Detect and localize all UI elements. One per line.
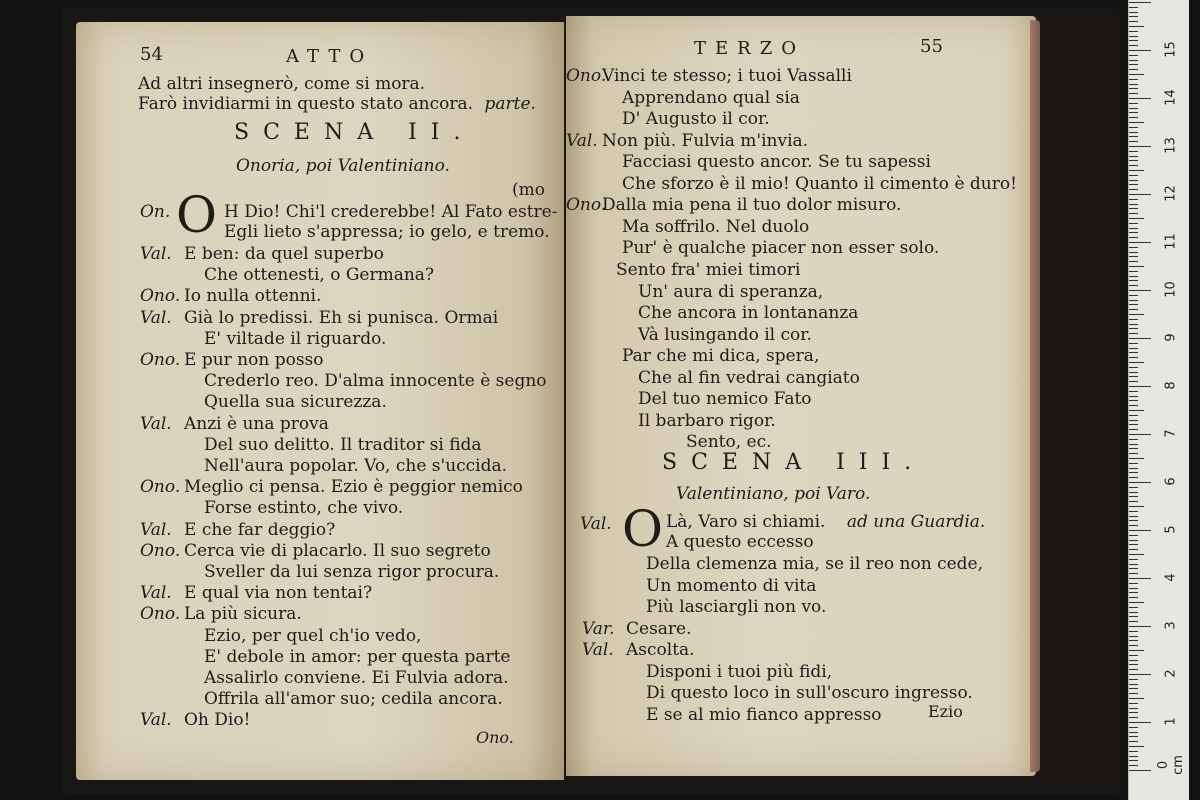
speaker-label xyxy=(140,520,180,540)
speaker-label xyxy=(140,350,188,370)
speaker-label xyxy=(140,286,188,306)
text-line: Sveller da lui senza rigor procura. xyxy=(204,562,500,582)
speaker-label xyxy=(140,583,180,603)
speaker: Ono. xyxy=(140,477,181,498)
ruler-tick xyxy=(1129,487,1138,488)
ruler-tick xyxy=(1129,621,1138,622)
ruler-tick xyxy=(1129,492,1138,493)
text-line: A questo eccesso xyxy=(666,532,814,552)
speaker: Ono. xyxy=(140,604,181,625)
ruler-tick xyxy=(1129,12,1138,13)
speaker: Val. xyxy=(140,244,172,264)
right-page xyxy=(566,16,1036,776)
ruler-tick xyxy=(1129,93,1138,94)
speaker-label xyxy=(140,541,188,561)
ruler-tick xyxy=(1129,2,1151,3)
ruler-number: 15 xyxy=(1163,41,1179,58)
text-line: La più sicura. xyxy=(184,604,302,625)
ruler-tick xyxy=(1129,612,1138,613)
ruler-tick xyxy=(1129,400,1138,401)
ruler-tick xyxy=(1129,208,1138,209)
ruler-tick xyxy=(1129,405,1138,406)
ruler-tick xyxy=(1129,45,1138,46)
speaker: Val. xyxy=(580,514,612,534)
ruler-tick xyxy=(1129,117,1138,118)
catchword-right: Ezio xyxy=(928,702,963,721)
ruler-tick xyxy=(1129,698,1144,699)
speaker: Ono. xyxy=(140,286,181,307)
ruler-tick xyxy=(1129,40,1138,41)
drop-cap: O xyxy=(176,186,217,244)
speaker: Ono. xyxy=(140,350,181,370)
ruler-tick xyxy=(1129,160,1138,161)
ruler-tick xyxy=(1129,88,1138,89)
ruler-tick xyxy=(1129,98,1151,99)
ruler-tick xyxy=(1129,468,1138,469)
ruler-tick xyxy=(1129,535,1138,536)
ruler-tick xyxy=(1129,295,1138,296)
aria-line: Sento fra' miei timori xyxy=(616,260,801,280)
ruler-number: 13 xyxy=(1163,137,1179,154)
speaker: Ono. xyxy=(140,540,181,561)
text-line: Facciasi questo ancor. Se tu sapessi xyxy=(622,152,931,172)
ruler-tick xyxy=(1129,415,1138,416)
text-line: E che far deggio? xyxy=(184,519,336,540)
ruler-tick xyxy=(1129,501,1138,502)
stage-direction: parte. xyxy=(484,94,536,114)
text-line: D' Augusto il cor. xyxy=(622,109,770,129)
ruler-tick xyxy=(1129,237,1138,238)
ruler-tick xyxy=(1129,712,1138,713)
ruler-tick xyxy=(1129,136,1138,137)
ruler-tick xyxy=(1129,578,1151,579)
ruler-tick xyxy=(1129,228,1138,229)
speaker: Val. xyxy=(140,519,172,540)
ruler-tick xyxy=(1129,511,1138,512)
ruler-tick xyxy=(1129,309,1138,310)
text-line: Ad altri insegnerò, come si mora. xyxy=(138,74,426,94)
text-line: Apprendano qual sia xyxy=(622,87,800,108)
ruler-number: 10 xyxy=(1163,281,1179,298)
ruler-tick xyxy=(1129,31,1138,32)
scene-title: SCENA III. xyxy=(662,450,926,475)
speaker: Val. xyxy=(140,710,172,731)
ruler-tick xyxy=(1129,530,1151,531)
ruler-tick xyxy=(1129,564,1138,565)
text-line: Cerca vie di placarlo. Il suo segreto xyxy=(184,540,491,561)
text-line: Della clemenza mia, se il reo non cede, xyxy=(646,554,984,574)
text-line: Non più. Fulvia m'invia. xyxy=(602,130,809,151)
speaker-label xyxy=(566,131,606,151)
ruler-tick xyxy=(1129,429,1138,430)
text-line: E' viltade il riguardo. xyxy=(204,328,387,349)
text-line: Cesare. xyxy=(626,618,692,639)
text-line: Crederlo reo. D'alma innocente è segno xyxy=(204,371,547,392)
ruler-tick xyxy=(1129,458,1144,459)
ruler-tick xyxy=(1129,199,1138,200)
speaker: Var. xyxy=(582,618,615,639)
aria-line: Sento, ec. xyxy=(686,432,772,452)
ruler-tick xyxy=(1129,597,1138,598)
ruler-tick xyxy=(1129,708,1138,709)
speaker: Ono. xyxy=(566,66,607,86)
ruler-tick xyxy=(1129,381,1138,382)
ruler-tick xyxy=(1129,583,1138,584)
ruler-tick xyxy=(1129,69,1138,70)
ruler-tick xyxy=(1129,520,1138,521)
ruler-tick xyxy=(1129,693,1138,694)
aria-line: Par che mi dica, spera, xyxy=(622,346,820,366)
ruler-tick xyxy=(1129,376,1138,377)
text-line: H Dio! Chi'l crederebbe! Al Fato estre- xyxy=(224,202,558,222)
ruler-tick xyxy=(1129,660,1138,661)
ruler-tick xyxy=(1129,717,1138,718)
ruler-tick xyxy=(1129,184,1138,185)
ruler-tick xyxy=(1129,55,1138,56)
ruler-tick xyxy=(1129,84,1138,85)
ruler-tick xyxy=(1129,348,1138,349)
running-head-right: TERZO xyxy=(694,38,805,59)
text-line: Del suo delitto. Il traditor si fida xyxy=(204,434,482,455)
ruler-tick xyxy=(1129,727,1138,728)
ruler-tick xyxy=(1129,540,1138,541)
ruler-number: 4 xyxy=(1163,573,1179,582)
ruler-tick xyxy=(1129,367,1138,368)
ruler-tick xyxy=(1129,607,1138,608)
ruler-tick xyxy=(1129,141,1138,142)
ruler-tick xyxy=(1129,300,1138,301)
ruler-number: 8 xyxy=(1163,381,1179,390)
ruler-tick xyxy=(1129,516,1138,517)
ruler-tick xyxy=(1129,631,1138,632)
ruler-tick xyxy=(1129,496,1138,497)
ruler-tick xyxy=(1129,463,1138,464)
text-line: Nell'aura popolar. Vo, che s'uccida. xyxy=(204,456,508,476)
ruler-tick xyxy=(1129,180,1138,181)
ruler-tick xyxy=(1129,170,1144,171)
aria-line: Del tuo nemico Fato xyxy=(638,389,812,409)
text-line-content: Là, Varo si chiami. xyxy=(666,512,826,532)
text-line: Ma soffrilo. Nel duolo xyxy=(622,216,810,237)
ruler-tick xyxy=(1129,276,1138,277)
text-line: Più lasciargli non vo. xyxy=(646,597,827,617)
ruler-tick xyxy=(1129,314,1144,315)
ruler-tick xyxy=(1129,472,1138,473)
speaker-label xyxy=(580,514,620,534)
ruler-tick xyxy=(1129,669,1138,670)
ruler-tick xyxy=(1129,626,1151,627)
text-line: Assalirlo conviene. Ei Fulvia adora. xyxy=(204,668,509,688)
ruler-tick xyxy=(1129,36,1138,37)
text-line: Quella sua sicurezza. xyxy=(204,392,387,413)
text-line: Offrila all'amor suo; cedila ancora. xyxy=(204,689,503,710)
text-line-fragment: (mo xyxy=(512,180,545,200)
ruler-tick xyxy=(1129,285,1138,286)
ruler-tick xyxy=(1129,741,1138,742)
speaker: Ono. xyxy=(566,195,607,215)
page-number-left: 54 xyxy=(140,44,163,65)
ruler-tick xyxy=(1129,343,1138,344)
ruler-tick xyxy=(1129,7,1138,8)
ruler-tick xyxy=(1129,588,1138,589)
text-line: Ezio, per quel ch'io vedo, xyxy=(204,625,422,646)
ruler-tick xyxy=(1129,722,1151,723)
drop-cap: O xyxy=(622,500,663,558)
scene-title: SCENA II. xyxy=(234,120,475,145)
ruler-tick xyxy=(1129,688,1138,689)
ruler-tick xyxy=(1129,338,1151,339)
ruler-tick xyxy=(1129,554,1144,555)
ruler-tick xyxy=(1129,544,1138,545)
aria-line: Và lusingando il cor. xyxy=(638,324,812,345)
ruler-tick xyxy=(1129,664,1138,665)
ruler-tick xyxy=(1129,756,1138,757)
ruler-tick xyxy=(1129,50,1151,51)
ruler-tick xyxy=(1129,640,1138,641)
ruler-tick xyxy=(1129,636,1138,637)
text-line: Dalla mia pena il tuo dolor misuro. xyxy=(602,195,902,215)
ruler-tick xyxy=(1129,194,1151,195)
text-line: Che ottenesti, o Germana? xyxy=(204,265,435,286)
ruler-tick xyxy=(1129,732,1138,733)
ruler-tick xyxy=(1129,439,1138,440)
ruler-tick xyxy=(1129,304,1138,305)
aria-line: Un' aura di speranza, xyxy=(638,281,824,302)
ruler-tick xyxy=(1129,252,1138,253)
text-line: Forse estinto, che vivo. xyxy=(204,498,404,519)
ruler-tick xyxy=(1129,328,1138,329)
ruler-tick xyxy=(1129,132,1138,133)
ruler-tick xyxy=(1129,434,1151,435)
ruler-tick xyxy=(1129,165,1138,166)
speaker: On. xyxy=(140,202,171,222)
speaker: Val. xyxy=(140,307,172,328)
ruler-tick xyxy=(1129,477,1138,478)
text-line: E ben: da quel superbo xyxy=(184,244,384,264)
ruler-tick xyxy=(1129,525,1138,526)
ruler-tick xyxy=(1129,362,1144,363)
text-line: Meglio ci pensa. Ezio è peggior nemico xyxy=(184,477,523,498)
ruler-number: 5 xyxy=(1163,525,1179,534)
page-edge xyxy=(1030,20,1040,772)
catchword-left: Ono. xyxy=(476,728,514,747)
ruler-tick xyxy=(1129,352,1138,353)
speaker-label xyxy=(140,477,188,497)
text-line: Ascolta. xyxy=(626,640,695,660)
text-line: Pur' è qualche piacer non esser solo. xyxy=(622,238,940,258)
ruler-tick xyxy=(1129,189,1138,190)
ruler-number: 0 cm xyxy=(1156,755,1186,775)
ruler-tick xyxy=(1129,770,1151,771)
ruler-tick xyxy=(1129,122,1144,123)
ruler-tick xyxy=(1129,703,1138,704)
aria-line: Il barbaro rigor. xyxy=(638,410,776,431)
text-line xyxy=(666,512,985,532)
ruler-tick xyxy=(1129,655,1138,656)
ruler-tick xyxy=(1129,26,1144,27)
ruler-tick xyxy=(1129,108,1138,109)
ruler-tick xyxy=(1129,16,1138,17)
ruler-number: 2 xyxy=(1163,669,1179,678)
text-line: E' debole in amor: per questa parte xyxy=(204,646,511,667)
aria-line: Che al fin vedrai cangiato xyxy=(638,367,860,388)
speaker-label xyxy=(582,640,622,660)
ruler-tick xyxy=(1129,204,1138,205)
text-line: Egli lieto s'appressa; io gelo, e tremo. xyxy=(224,222,550,242)
ruler-tick xyxy=(1129,568,1138,569)
ruler-tick xyxy=(1129,103,1138,104)
speaker-label xyxy=(140,604,188,624)
ruler-number: 7 xyxy=(1163,429,1179,438)
ruler-tick xyxy=(1129,444,1138,445)
speaker-label xyxy=(582,619,623,639)
scene-characters: Onoria, poi Valentiniano. xyxy=(236,156,450,176)
ruler-tick xyxy=(1129,559,1138,560)
ruler-tick xyxy=(1129,79,1138,80)
text-line xyxy=(138,94,536,114)
text-line: Anzi è una prova xyxy=(184,413,329,434)
ruler-number: 6 xyxy=(1163,477,1179,486)
measurement-ruler xyxy=(1128,0,1189,800)
ruler-tick xyxy=(1129,271,1138,272)
ruler-tick xyxy=(1129,746,1144,747)
ruler-tick xyxy=(1129,372,1138,373)
ruler-tick xyxy=(1129,684,1138,685)
ruler-tick xyxy=(1129,592,1138,593)
ruler-number: 11 xyxy=(1163,233,1179,250)
ruler-tick xyxy=(1129,650,1144,651)
speaker-label xyxy=(140,414,180,434)
text-line: Vinci te stesso; i tuoi Vassalli xyxy=(602,66,852,86)
ruler-number: 1 xyxy=(1163,717,1179,726)
ruler-tick xyxy=(1129,616,1138,617)
ruler-tick xyxy=(1129,760,1138,761)
ruler-tick xyxy=(1129,482,1151,483)
text-line: Già lo predissi. Eh si punisca. Ormai xyxy=(184,307,499,328)
ruler-number: 3 xyxy=(1163,621,1179,630)
ruler-tick xyxy=(1129,573,1138,574)
text-line: Un momento di vita xyxy=(646,575,817,596)
ruler-tick xyxy=(1129,751,1138,752)
ruler-tick xyxy=(1129,290,1151,291)
ruler-tick xyxy=(1129,218,1144,219)
ruler-tick xyxy=(1129,324,1138,325)
ruler-tick xyxy=(1129,256,1138,257)
speaker: Val. xyxy=(566,130,598,151)
ruler-tick xyxy=(1129,424,1138,425)
ruler-number: 12 xyxy=(1163,185,1179,202)
ruler-tick xyxy=(1129,396,1138,397)
ruler-tick xyxy=(1129,261,1138,262)
ruler-tick xyxy=(1129,420,1138,421)
ruler-tick xyxy=(1129,112,1138,113)
ruler-tick xyxy=(1129,242,1151,243)
text-line: Oh Dio! xyxy=(184,710,251,731)
ruler-tick xyxy=(1129,247,1138,248)
ruler-number: 14 xyxy=(1163,89,1179,106)
ruler-tick xyxy=(1129,74,1144,75)
ruler-tick xyxy=(1129,151,1138,152)
speaker: Val. xyxy=(140,413,172,434)
text-line: Che sforzo è il mio! Quanto il cimento è duro! xyxy=(622,173,1017,194)
ruler-tick xyxy=(1129,60,1138,61)
running-head-left: ATTO xyxy=(286,46,374,67)
ruler-tick xyxy=(1129,213,1138,214)
speaker: Val. xyxy=(140,583,172,604)
text-line: Disponi i tuoi più fidi, xyxy=(646,661,833,682)
ruler-tick xyxy=(1129,21,1138,22)
ruler-tick xyxy=(1129,64,1138,65)
speaker: Val. xyxy=(582,640,614,660)
aria-line: Che ancora in lontananza xyxy=(638,303,859,323)
ruler-tick xyxy=(1129,357,1138,358)
ruler-tick xyxy=(1129,156,1138,157)
speaker-label xyxy=(140,710,180,730)
ruler-tick xyxy=(1129,549,1138,550)
ruler-tick xyxy=(1129,266,1144,267)
scene-characters: Valentiniano, poi Varo. xyxy=(676,484,871,504)
ruler-tick xyxy=(1129,765,1138,766)
speaker-label xyxy=(140,244,180,264)
ruler-tick xyxy=(1129,410,1144,411)
ruler-tick xyxy=(1129,645,1138,646)
text-line: E pur non posso xyxy=(184,350,324,370)
ruler-tick xyxy=(1129,386,1151,387)
ruler-tick xyxy=(1129,506,1144,507)
ruler-tick xyxy=(1129,319,1138,320)
ruler-tick xyxy=(1129,736,1138,737)
ruler-tick xyxy=(1129,146,1151,147)
text-line: Io nulla ottenni. xyxy=(184,286,322,307)
ruler-tick xyxy=(1129,223,1138,224)
text-line-content: Farò invidiarmi in questo stato ancora. xyxy=(138,94,474,114)
text-line: Di questo loco in sull'oscuro ingresso. xyxy=(646,683,973,703)
text-line: E se al mio fianco appresso xyxy=(646,704,882,725)
ruler-tick xyxy=(1129,333,1138,334)
text-line: E qual via non tentai? xyxy=(184,583,373,604)
speaker-label xyxy=(140,202,178,222)
ruler-number: 9 xyxy=(1163,333,1179,342)
ruler-tick xyxy=(1129,391,1138,392)
ruler-tick xyxy=(1129,453,1138,454)
stage-direction: ad una Guardia. xyxy=(846,512,986,532)
speaker-label xyxy=(140,308,180,328)
ruler-tick xyxy=(1129,280,1138,281)
ruler-tick xyxy=(1129,127,1138,128)
ruler-tick xyxy=(1129,448,1138,449)
ruler-tick xyxy=(1129,232,1138,233)
ruler-tick xyxy=(1129,175,1138,176)
left-page xyxy=(76,22,564,780)
page-number-right: 55 xyxy=(920,36,943,57)
ruler-tick xyxy=(1129,602,1144,603)
ruler-tick xyxy=(1129,679,1138,680)
ruler-tick xyxy=(1129,674,1151,675)
